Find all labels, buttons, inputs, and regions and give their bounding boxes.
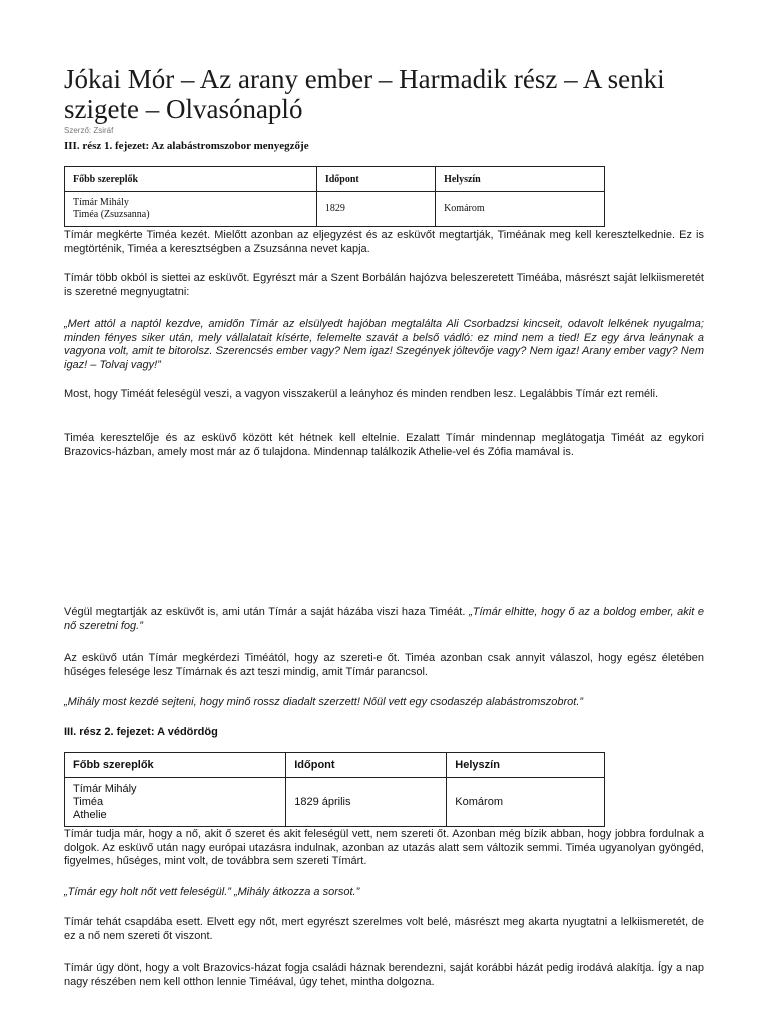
table-header-place: Helyszín — [436, 167, 605, 192]
paragraph-text: Végül megtartják az esküvőt is, ami után Tímár a saját házába viszi haza Timéát. — [64, 606, 466, 618]
paragraph: Az esküvő után Tímár megkérdezi Timéától, hogy az szereti-e őt. Timéa azonban csak annyit válaszol, hogy egész életében hűséges felesége lesz Tímárnak és azt teszi mindig, amit Tímár parancsol. — [64, 652, 704, 678]
paragraph — [64, 606, 704, 633]
quote-paragraph: „Mert attól a naptól kezdve, amidőn Tímár az elsülyedt hajóban megtalálta Ali Csorbadzsi kincseit, odavolt lelkének nyugalma; minden fényes siker után, mely vállalatait kísérte, felemelte szavát a belső vádló: ez mind nem a tied! Ez egy árva leánynak a vagyona volt, amit te bitorolsz. Szerencsés ember vagy? Nem igaz! Szegények jóltevője vagy? Nem igaz! Arany ember vagy? Nem igaz! – Tolvaj vagy!” — [64, 318, 704, 371]
table-header-characters: Főbb szereplők — [65, 167, 317, 192]
table-cell-time: 1829 — [316, 192, 435, 227]
paragraph: Tímár tehát csapdába esett. Elvett egy nőt, mert egyrészt szerelmes volt belé, másrészt meg akarta nyugtatni a lelkiismeretét, de ez a nő nem szereti őt viszont. — [64, 916, 704, 942]
section-1-table — [64, 166, 605, 227]
paragraph: Most, hogy Timéát feleségül veszi, a vagyon visszakerül a leányhoz és minden rendben lesz. Legalábbis Tímár ezt reméli. — [64, 388, 659, 400]
character-name: Timéa (Zsuzsanna) — [73, 209, 150, 220]
character-name: Athelie — [73, 808, 107, 821]
paragraph: Tímár több okból is siettei az esküvőt. Egyrészt már a Szent Borbálán hajózva beleszeretett Timéába, másrészt saját lelkiismeretét is szeretné megnyugtatni: — [64, 272, 704, 298]
table-header-row — [65, 167, 605, 192]
character-name: Timéa — [73, 795, 104, 808]
table-cell-time: 1829 április — [286, 778, 447, 827]
page-title: Jókai Mór – Az arany ember – Harmadik rész – A senki szigete – Olvasónapló — [64, 64, 665, 124]
author-line: Szerző: Zsiráf — [64, 126, 114, 135]
quote-paragraph: „Mihály most kezdé sejteni, hogy minő rossz diadalt szerzett! Nőül vett egy csodaszép alabástromszobrot.” — [64, 696, 584, 708]
table-row — [65, 778, 605, 827]
table-header-row — [65, 753, 605, 778]
table-header-time: Időpont — [316, 167, 435, 192]
table-row — [65, 192, 605, 227]
paragraph: Tímár tudja már, hogy a nő, akit ő szeret és akit feleségül vett, nem szereti őt. Azonban még bízik abban, hogy jobbra fordulnak a dolgok. Az esküvő után nagy európai utazásra indulnak, azonban az utazás alatt sem változik semmi. Timéa ugyanolyan gyöngéd, figyelmes, hűséges, mint volt, de továbbra sem szereti Tímárt. — [64, 828, 704, 867]
character-name: Tímár Mihály — [73, 197, 129, 208]
section-1-heading: III. rész 1. fejezet: Az alabástromszobor menyegzője — [64, 140, 309, 152]
table-cell-place: Komárom — [436, 192, 605, 227]
paragraph: Tímár úgy dönt, hogy a volt Brazovics-házat fogja családi háznak berendezni, saját korábbi házát pedig irodává alakítja. Így a nap nagy részében nem kell otthon lennie Timéával, úgy tehet, mintha dolgozna. — [64, 962, 704, 988]
table-cell-place: Komárom — [447, 778, 605, 827]
inline-quote: „Tímár elhitte, hogy ő az a boldog ember, akit e nő szeretni fog.” — [64, 606, 704, 632]
paragraph: Timéa keresztelője és az esküvő között két hétnek kell eltelnie. Ezalatt Tímár mindennap meglátogatja Timéát az egykori Brazovics-házban, amely most már az ő tulajdona. Mindennap találkozik Athelie-vel és Zófia mamával is. — [64, 432, 704, 458]
table-header-time: Időpont — [286, 753, 447, 778]
paragraph: Tímár megkérte Timéa kezét. Mielőtt azonban az eljegyzést és az esküvőt megtartják, Timéának meg kell keresztelkednie. Ez is megtörténik, Timéa a keresztségben a Zsuzsánna nevet kapja. — [64, 229, 704, 255]
character-name: Tímár Mihály — [73, 782, 137, 795]
table-cell-characters — [65, 778, 286, 827]
table-header-place: Helyszín — [447, 753, 605, 778]
section-2-table — [64, 752, 605, 827]
table-header-characters: Főbb szereplők — [65, 753, 286, 778]
quote-paragraph: „Tímár egy holt nőt vett feleségül.” „Mihály átkozza a sorsot.” — [64, 886, 360, 898]
table-cell-characters — [65, 192, 317, 227]
section-2-heading: III. rész 2. fejezet: A védördög — [64, 726, 218, 738]
